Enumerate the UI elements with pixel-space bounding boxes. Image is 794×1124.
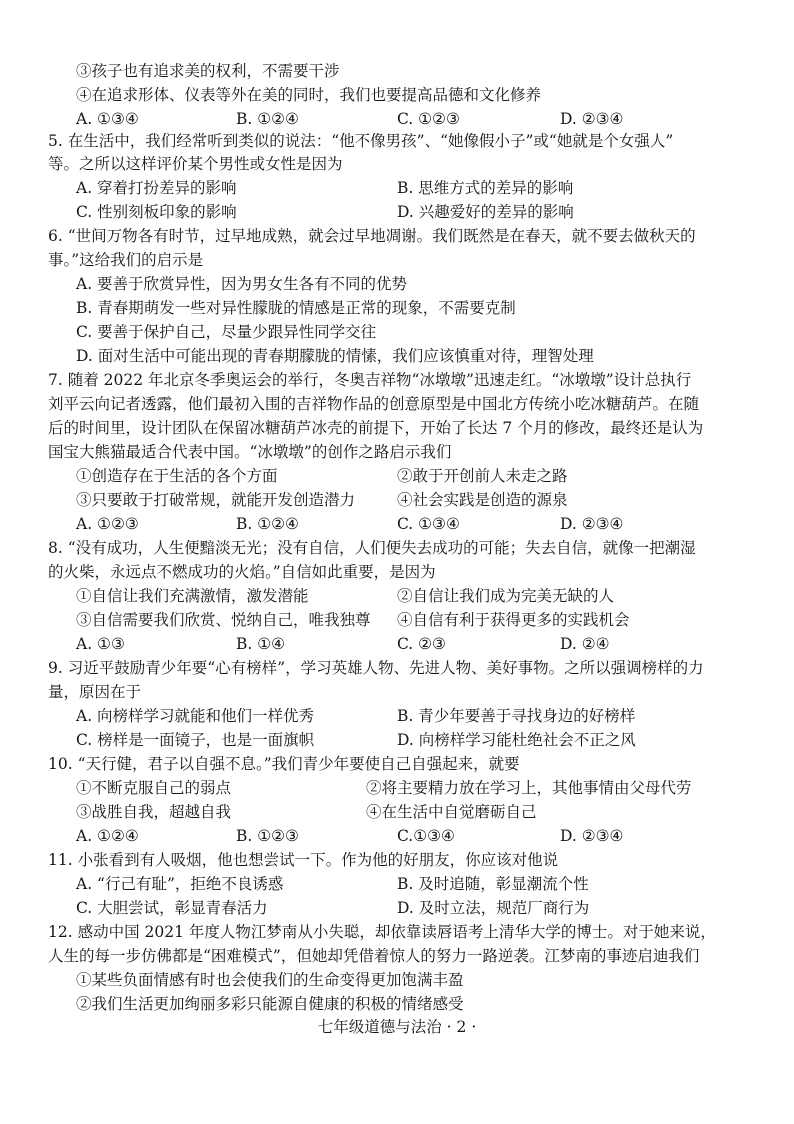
q4-statement-4: ④在追求形体、仪表等外在美的同时，我们也要提高品德和文化修养 [76, 86, 542, 104]
q8-statement-3: ③自信需要我们欣赏、悦纳自己，唯我独尊 [76, 611, 371, 629]
q4-option-c: C. ①②③ [397, 110, 460, 128]
q6-option-a: A. 要善于欣赏异性，因为男女生各有不同的优势 [76, 275, 408, 293]
q8-statement-1: ①自信让我们充满激情，激发潜能 [76, 587, 309, 605]
q11-stem-line1: 11. 小张看到有人吸烟，他也想尝试一下。作为他的好朋友，你应该对他说 [48, 851, 559, 869]
q11-option-d: D. 及时立法，规范厂商行为 [397, 899, 590, 917]
q7-option-d: D. ②③④ [560, 515, 624, 533]
q10-option-c: C.①③④ [397, 827, 455, 845]
q8-statement-2: ②自信让我们成为完美无缺的人 [397, 587, 615, 605]
q10-option-b: B. ①②③ [236, 827, 299, 845]
q6-option-b: B. 青春期萌发一些对异性朦胧的情感是正常的现象，不需要克制 [76, 299, 516, 317]
q8-option-d: D. ②④ [560, 635, 610, 653]
q11-option-a: A. “行己有耻”，拒绝不良诱惑 [76, 875, 284, 893]
q12-stem-line1: 12. 感动中国 2021 年度人物江梦南从小失聪，却依靠读唇语考上清华大学的博士。对于她来说， [48, 923, 716, 941]
q10-statement-3: ③战胜自我，超越自我 [76, 803, 232, 821]
q10-statement-2: ②将主要精力放在学习上，其他事情由父母代劳 [366, 779, 692, 797]
q10-option-d: D. ②③④ [560, 827, 624, 845]
q4-option-b: B. ①②④ [236, 110, 299, 128]
q8-statement-4: ④自信有利于获得更多的实践机会 [397, 611, 630, 629]
q4-statement-3: ③孩子也有追求美的权利，不需要干涉 [76, 62, 340, 80]
q11-option-b: B. 及时追随，彰显潮流个性 [397, 875, 589, 893]
q6-stem-line2: 事。”这给我们的启示是 [48, 251, 204, 269]
q5-option-a: A. 穿着打扮差异的影响 [76, 179, 237, 197]
q8-option-b: B. ①④ [236, 635, 286, 653]
q12-statement-1: ①某些负面情感有时也会使我们的生命变得更加饱满丰盈 [76, 971, 464, 989]
q11-option-c: C. 大胆尝试，彰显青春活力 [76, 899, 268, 917]
q5-stem-line2: 等。之所以这样评价某个男性或女性是因为 [48, 155, 343, 173]
q9-stem-line2: 量，原因在于 [48, 683, 142, 701]
q7-statement-3: ③只要敢于打破常规，就能开发创造潜力 [76, 491, 356, 509]
q5-option-c: C. 性别刻板印象的影响 [76, 203, 237, 221]
page-footer: 七年级道德与法治 · 2 · [317, 1018, 477, 1036]
q7-statement-1: ①创造存在于生活的各个方面 [76, 467, 278, 485]
q9-stem-line1: 9. 习近平鼓励青少年要“心有榜样”，学习英雄人物、先进人物、美好事物。之所以强调榜样的力 [48, 659, 704, 677]
q7-stem-line4: 国宝大熊猫最适合代表中国。“冰墩墩”的创作之路启示我们 [48, 443, 452, 461]
q5-option-d: D. 兴趣爱好的差异的影响 [397, 203, 574, 221]
q7-option-a: A. ①②③ [76, 515, 139, 533]
q7-option-c: C. ①③④ [397, 515, 460, 533]
q6-option-d: D. 面对生活中可能出现的青春期朦胧的情愫，我们应该慎重对待，理智处理 [76, 347, 594, 365]
q7-stem-line3: 后的时间里，设计团队在保留冰糖葫芦冰壳的前提下，开始了长达 7 个月的修改，最终还是认为 [48, 419, 704, 437]
q4-option-a: A. ①③④ [76, 110, 139, 128]
q7-option-b: B. ①②④ [236, 515, 299, 533]
q7-statement-4: ④社会实践是创造的源泉 [397, 491, 568, 509]
q8-stem-line1: 8. “没有成功，人生便黯淡无光；没有自信，人们便失去成功的可能；失去自信，就像一把潮湿 [48, 539, 696, 557]
q6-option-c: C. 要善于保护自己，尽量少跟异性同学交往 [76, 323, 377, 341]
q5-option-b: B. 思维方式的差异的影响 [397, 179, 574, 197]
q8-option-a: A. ①③ [76, 635, 125, 653]
q7-stem-line2: 刘平云向记者透露，他们最初入围的吉祥物作品的创意原型是中国北方传统小吃冰糖葫芦。在随 [48, 395, 700, 413]
q12-stem-line2: 人生的每一步仿佛都是“困难模式”，但她却凭借着惊人的努力一路逆袭。江梦南的事迹启迪我们 [48, 947, 700, 965]
q6-stem-line1: 6. “世间万物各有时节，过早地成熟，就会过早地凋谢。我们既然是在春天，就不要去做秋天的 [48, 227, 696, 245]
q12-statement-2: ②我们生活更加绚丽多彩只能源自健康的积极的情绪感受 [76, 995, 464, 1013]
q9-option-d: D. 向榜样学习能杜绝社会不正之风 [397, 731, 636, 749]
q7-statement-2: ②敢于开创前人未走之路 [397, 467, 568, 485]
q5-stem-line1: 5. 在生活中，我们经常听到类似的说法：“他不像男孩”、“她像假小子”或“她就是个女强人” [48, 132, 674, 150]
q10-option-a: A. ①②④ [76, 827, 139, 845]
q8-stem-line2: 的火柴，永远点不燃成功的火焰。”自信如此重要，是因为 [48, 563, 436, 581]
q7-stem-line1: 7. 随着 2022 年北京冬季奥运会的举行，冬奥吉祥物“冰墩墩”迅速走红。“冰墩墩”设计总执行 [48, 371, 692, 389]
q4-option-d: D. ②③④ [560, 110, 624, 128]
q10-stem-line1: 10. “天行健，君子以自强不息。”我们青少年要使自己自强起来，就要 [48, 755, 520, 773]
q8-option-c: C. ②③ [397, 635, 446, 653]
q9-option-c: C. 榜样是一面镜子，也是一面旗帜 [76, 731, 315, 749]
q9-option-b: B. 青少年要善于寻找身边的好榜样 [397, 707, 636, 725]
q9-option-a: A. 向榜样学习就能和他们一样优秀 [76, 707, 315, 725]
q10-statement-1: ①不断克服自己的弱点 [76, 779, 232, 797]
q10-statement-4: ④在生活中自觉磨砺自己 [366, 803, 537, 821]
